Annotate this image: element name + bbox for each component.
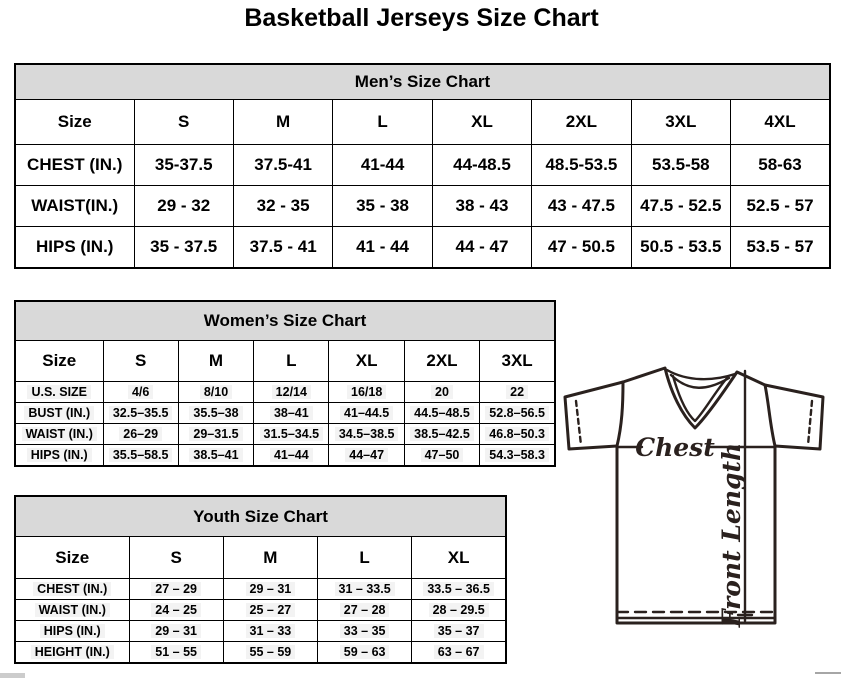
jersey-diagram bbox=[558, 365, 830, 629]
highlighted-text: 34.5–38.5 bbox=[335, 427, 399, 441]
mens-size-chart-row-label: HIPS (IN.) bbox=[15, 227, 134, 269]
highlighted-text: 38–41 bbox=[270, 406, 313, 420]
highlighted-text: 20 bbox=[431, 385, 453, 399]
youth-size-chart-header-cell: S bbox=[129, 537, 223, 579]
highlighted-text: 8/10 bbox=[200, 385, 232, 399]
womens-size-chart-value-cell bbox=[178, 382, 253, 403]
highlighted-text: 44.5–48.5 bbox=[410, 406, 474, 420]
youth-size-chart-value-cell bbox=[223, 579, 317, 600]
youth-size-chart-header-cell: L bbox=[318, 537, 412, 579]
womens-size-chart-row bbox=[15, 382, 555, 403]
highlighted-text: 35.5–38 bbox=[189, 406, 242, 420]
youth-size-chart-value-cell bbox=[318, 579, 412, 600]
highlighted-text: 16/18 bbox=[347, 385, 386, 399]
highlighted-text: 46.8–50.3 bbox=[485, 427, 549, 441]
highlighted-text: 28 – 29.5 bbox=[429, 603, 489, 617]
womens-size-chart-value-cell bbox=[254, 382, 329, 403]
womens-size-chart-value-cell bbox=[404, 382, 479, 403]
mens-size-chart-row bbox=[15, 145, 830, 186]
highlighted-text: 59 – 63 bbox=[340, 645, 390, 659]
womens-size-chart-value-cell bbox=[480, 424, 555, 445]
mens-size-chart-row bbox=[15, 186, 830, 227]
youth-size-chart-header-cell: Size bbox=[15, 537, 129, 579]
womens-size-chart-value-cell bbox=[103, 445, 178, 467]
mens-size-chart-header-cell: S bbox=[134, 100, 233, 145]
front-length-label: Front Length bbox=[717, 442, 746, 628]
womens-size-chart-value-cell bbox=[254, 445, 329, 467]
youth-size-chart-row bbox=[15, 621, 506, 642]
highlighted-text: 25 – 27 bbox=[246, 603, 296, 617]
womens-size-chart-value-cell bbox=[103, 424, 178, 445]
highlighted-text: 29 – 31 bbox=[246, 582, 296, 596]
mens-size-chart-value-cell: 44 - 47 bbox=[432, 227, 531, 269]
youth-size-chart-title: Youth Size Chart bbox=[15, 496, 506, 537]
youth-size-chart-value-cell bbox=[412, 579, 506, 600]
womens-size-chart-row-label bbox=[15, 424, 103, 445]
mens-size-chart-header-row bbox=[15, 100, 830, 145]
mens-size-chart-value-cell: 47.5 - 52.5 bbox=[631, 186, 730, 227]
womens-size-chart-value-cell bbox=[329, 403, 404, 424]
womens-size-chart-header-cell: 3XL bbox=[480, 341, 555, 382]
armhole-seam-right bbox=[765, 385, 775, 446]
womens-size-chart-value-cell bbox=[480, 382, 555, 403]
youth-size-chart-value-cell bbox=[318, 600, 412, 621]
mens-size-chart-value-cell: 35-37.5 bbox=[134, 145, 233, 186]
mens-size-chart-value-cell: 50.5 - 53.5 bbox=[631, 227, 730, 269]
youth-size-chart-row-label bbox=[15, 600, 129, 621]
womens-size-chart-header-cell: L bbox=[254, 341, 329, 382]
womens-size-chart-value-cell bbox=[254, 403, 329, 424]
womens-size-chart-value-cell bbox=[178, 445, 253, 467]
highlighted-text: 41–44 bbox=[270, 448, 313, 462]
mens-size-chart-value-cell: 53.5 - 57 bbox=[731, 227, 830, 269]
womens-size-chart-header-cell: Size bbox=[15, 341, 103, 382]
womens-size-chart-value-cell bbox=[329, 382, 404, 403]
womens-size-chart-row-label bbox=[15, 382, 103, 403]
youth-size-chart-value-cell bbox=[129, 621, 223, 642]
highlighted-text: WAIST (IN.) bbox=[22, 427, 97, 441]
highlighted-text: 55 – 59 bbox=[246, 645, 296, 659]
mens-size-chart-value-cell: 41-44 bbox=[333, 145, 432, 186]
mens-size-chart-header-cell: L bbox=[333, 100, 432, 145]
highlighted-text: 51 – 55 bbox=[151, 645, 201, 659]
youth-size-chart-header-cell: XL bbox=[412, 537, 506, 579]
womens-size-chart-value-cell bbox=[254, 424, 329, 445]
highlighted-text: 44–47 bbox=[345, 448, 388, 462]
highlighted-text: 29–31.5 bbox=[189, 427, 242, 441]
mens-size-chart-header-cell: 3XL bbox=[631, 100, 730, 145]
mens-size-chart-value-cell: 32 - 35 bbox=[233, 186, 332, 227]
highlighted-text: 31 – 33 bbox=[246, 624, 296, 638]
highlighted-text: 31 – 33.5 bbox=[335, 582, 395, 596]
womens-size-chart-row bbox=[15, 403, 555, 424]
youth-size-chart-row bbox=[15, 600, 506, 621]
mens-size-chart-header-cell: Size bbox=[15, 100, 134, 145]
collar-back-arc-outer bbox=[667, 370, 735, 379]
mens-size-chart-header-cell: M bbox=[233, 100, 332, 145]
highlighted-text: 63 – 67 bbox=[434, 645, 484, 659]
youth-size-chart-value-cell bbox=[412, 600, 506, 621]
youth-size-chart-value-cell bbox=[129, 642, 223, 664]
mens-size-chart-header-cell: 4XL bbox=[731, 100, 830, 145]
womens-size-chart-value-cell bbox=[480, 445, 555, 467]
womens-size-chart-title: Women’s Size Chart bbox=[15, 301, 555, 341]
mens-size-chart-value-cell: 37.5-41 bbox=[233, 145, 332, 186]
highlighted-text: BUST (IN.) bbox=[24, 406, 94, 420]
youth-size-chart-value-cell bbox=[412, 621, 506, 642]
mens-size-chart-value-cell: 41 - 44 bbox=[333, 227, 432, 269]
youth-size-chart-value-cell bbox=[223, 642, 317, 664]
highlighted-text: 27 – 29 bbox=[151, 582, 201, 596]
jersey-outline bbox=[565, 368, 823, 623]
mens-size-chart-value-cell: 44-48.5 bbox=[432, 145, 531, 186]
highlighted-text: 33 – 35 bbox=[340, 624, 390, 638]
highlighted-text: 52.8–56.5 bbox=[485, 406, 549, 420]
youth-size-chart-value-cell bbox=[223, 621, 317, 642]
highlighted-text: 54.3–58.3 bbox=[485, 448, 549, 462]
mens-size-chart-value-cell: 35 - 37.5 bbox=[134, 227, 233, 269]
youth-size-chart-value-cell bbox=[318, 621, 412, 642]
womens-size-chart-value-cell bbox=[404, 403, 479, 424]
womens-size-chart-header-cell: 2XL bbox=[404, 341, 479, 382]
highlighted-text: 35 – 37 bbox=[434, 624, 484, 638]
youth-size-chart-value-cell bbox=[223, 600, 317, 621]
womens-size-chart-header-row bbox=[15, 341, 555, 382]
womens-size-chart-value-cell bbox=[103, 403, 178, 424]
highlighted-text: 4/6 bbox=[128, 385, 153, 399]
womens-size-chart bbox=[14, 300, 556, 467]
womens-size-chart-header-cell: XL bbox=[329, 341, 404, 382]
womens-size-chart-value-cell bbox=[329, 445, 404, 467]
mens-size-chart-row bbox=[15, 227, 830, 269]
cuff-dash-left bbox=[576, 401, 581, 445]
mens-size-chart bbox=[14, 63, 831, 269]
mens-size-chart-value-cell: 43 - 47.5 bbox=[532, 186, 631, 227]
youth-size-chart-row-label bbox=[15, 642, 129, 664]
highlighted-text: 33.5 – 36.5 bbox=[423, 582, 494, 596]
youth-size-chart-value-cell bbox=[129, 579, 223, 600]
womens-size-chart-row bbox=[15, 424, 555, 445]
youth-size-chart-header-row bbox=[15, 537, 506, 579]
mens-size-chart-value-cell: 35 - 38 bbox=[333, 186, 432, 227]
highlighted-text: U.S. SIZE bbox=[27, 385, 91, 399]
highlighted-text: 32.5–35.5 bbox=[109, 406, 173, 420]
womens-size-chart-value-cell bbox=[404, 445, 479, 467]
mens-size-chart-header-cell: XL bbox=[432, 100, 531, 145]
mens-size-chart-value-cell: 29 - 32 bbox=[134, 186, 233, 227]
mens-size-chart-value-cell: 58-63 bbox=[731, 145, 830, 186]
youth-size-chart bbox=[14, 495, 507, 664]
highlighted-text: HEIGHT (IN.) bbox=[31, 645, 114, 659]
highlighted-text: 22 bbox=[506, 385, 528, 399]
highlighted-text: HIPS (IN.) bbox=[40, 624, 105, 638]
womens-size-chart-row-label bbox=[15, 403, 103, 424]
mens-size-chart-row-label: WAIST(IN.) bbox=[15, 186, 134, 227]
horizontal-scrollbar-thumb[interactable] bbox=[0, 673, 25, 678]
armhole-seam-left bbox=[617, 382, 623, 446]
mens-size-chart-value-cell: 53.5-58 bbox=[631, 145, 730, 186]
youth-size-chart-row-label bbox=[15, 621, 129, 642]
highlighted-text: 35.5–58.5 bbox=[109, 448, 173, 462]
cuff-dash-right bbox=[808, 401, 812, 445]
womens-size-chart-value-cell bbox=[178, 424, 253, 445]
scrollbar-fragment bbox=[815, 672, 841, 674]
youth-size-chart-value-cell bbox=[318, 642, 412, 664]
womens-size-chart-row-label bbox=[15, 445, 103, 467]
chest-label: Chest bbox=[635, 433, 715, 462]
mens-size-chart-value-cell: 37.5 - 41 bbox=[233, 227, 332, 269]
womens-size-chart-value-cell bbox=[329, 424, 404, 445]
highlighted-text: 27 – 28 bbox=[340, 603, 390, 617]
highlighted-text: 38.5–42.5 bbox=[410, 427, 474, 441]
womens-size-chart-row bbox=[15, 445, 555, 467]
mens-size-chart-title: Men’s Size Chart bbox=[15, 64, 830, 100]
youth-size-chart-value-cell bbox=[129, 600, 223, 621]
womens-size-chart-value-cell bbox=[178, 403, 253, 424]
highlighted-text: 26–29 bbox=[119, 427, 162, 441]
youth-size-chart-value-cell bbox=[412, 642, 506, 664]
highlighted-text: 41–44.5 bbox=[340, 406, 393, 420]
youth-size-chart-row bbox=[15, 642, 506, 664]
womens-size-chart-header-cell: M bbox=[178, 341, 253, 382]
womens-size-chart-value-cell bbox=[480, 403, 555, 424]
youth-size-chart-header-cell: M bbox=[223, 537, 317, 579]
womens-size-chart-value-cell bbox=[103, 382, 178, 403]
mens-size-chart-value-cell: 52.5 - 57 bbox=[731, 186, 830, 227]
mens-size-chart-value-cell: 48.5-53.5 bbox=[532, 145, 631, 186]
highlighted-text: 47–50 bbox=[421, 448, 464, 462]
mens-size-chart-value-cell: 47 - 50.5 bbox=[532, 227, 631, 269]
womens-size-chart-value-cell bbox=[404, 424, 479, 445]
page-title: Basketball Jerseys Size Chart bbox=[244, 4, 599, 32]
highlighted-text: WAIST (IN.) bbox=[35, 603, 110, 617]
highlighted-text: CHEST (IN.) bbox=[33, 582, 111, 596]
highlighted-text: 38.5–41 bbox=[189, 448, 242, 462]
highlighted-text: HIPS (IN.) bbox=[27, 448, 92, 462]
highlighted-text: 29 – 31 bbox=[151, 624, 201, 638]
mens-size-chart-row-label: CHEST (IN.) bbox=[15, 145, 134, 186]
youth-size-chart-row bbox=[15, 579, 506, 600]
highlighted-text: 12/14 bbox=[272, 385, 311, 399]
youth-size-chart-row-label bbox=[15, 579, 129, 600]
mens-size-chart-header-cell: 2XL bbox=[532, 100, 631, 145]
womens-size-chart-header-cell: S bbox=[103, 341, 178, 382]
highlighted-text: 31.5–34.5 bbox=[260, 427, 324, 441]
highlighted-text: 24 – 25 bbox=[151, 603, 201, 617]
mens-size-chart-value-cell: 38 - 43 bbox=[432, 186, 531, 227]
